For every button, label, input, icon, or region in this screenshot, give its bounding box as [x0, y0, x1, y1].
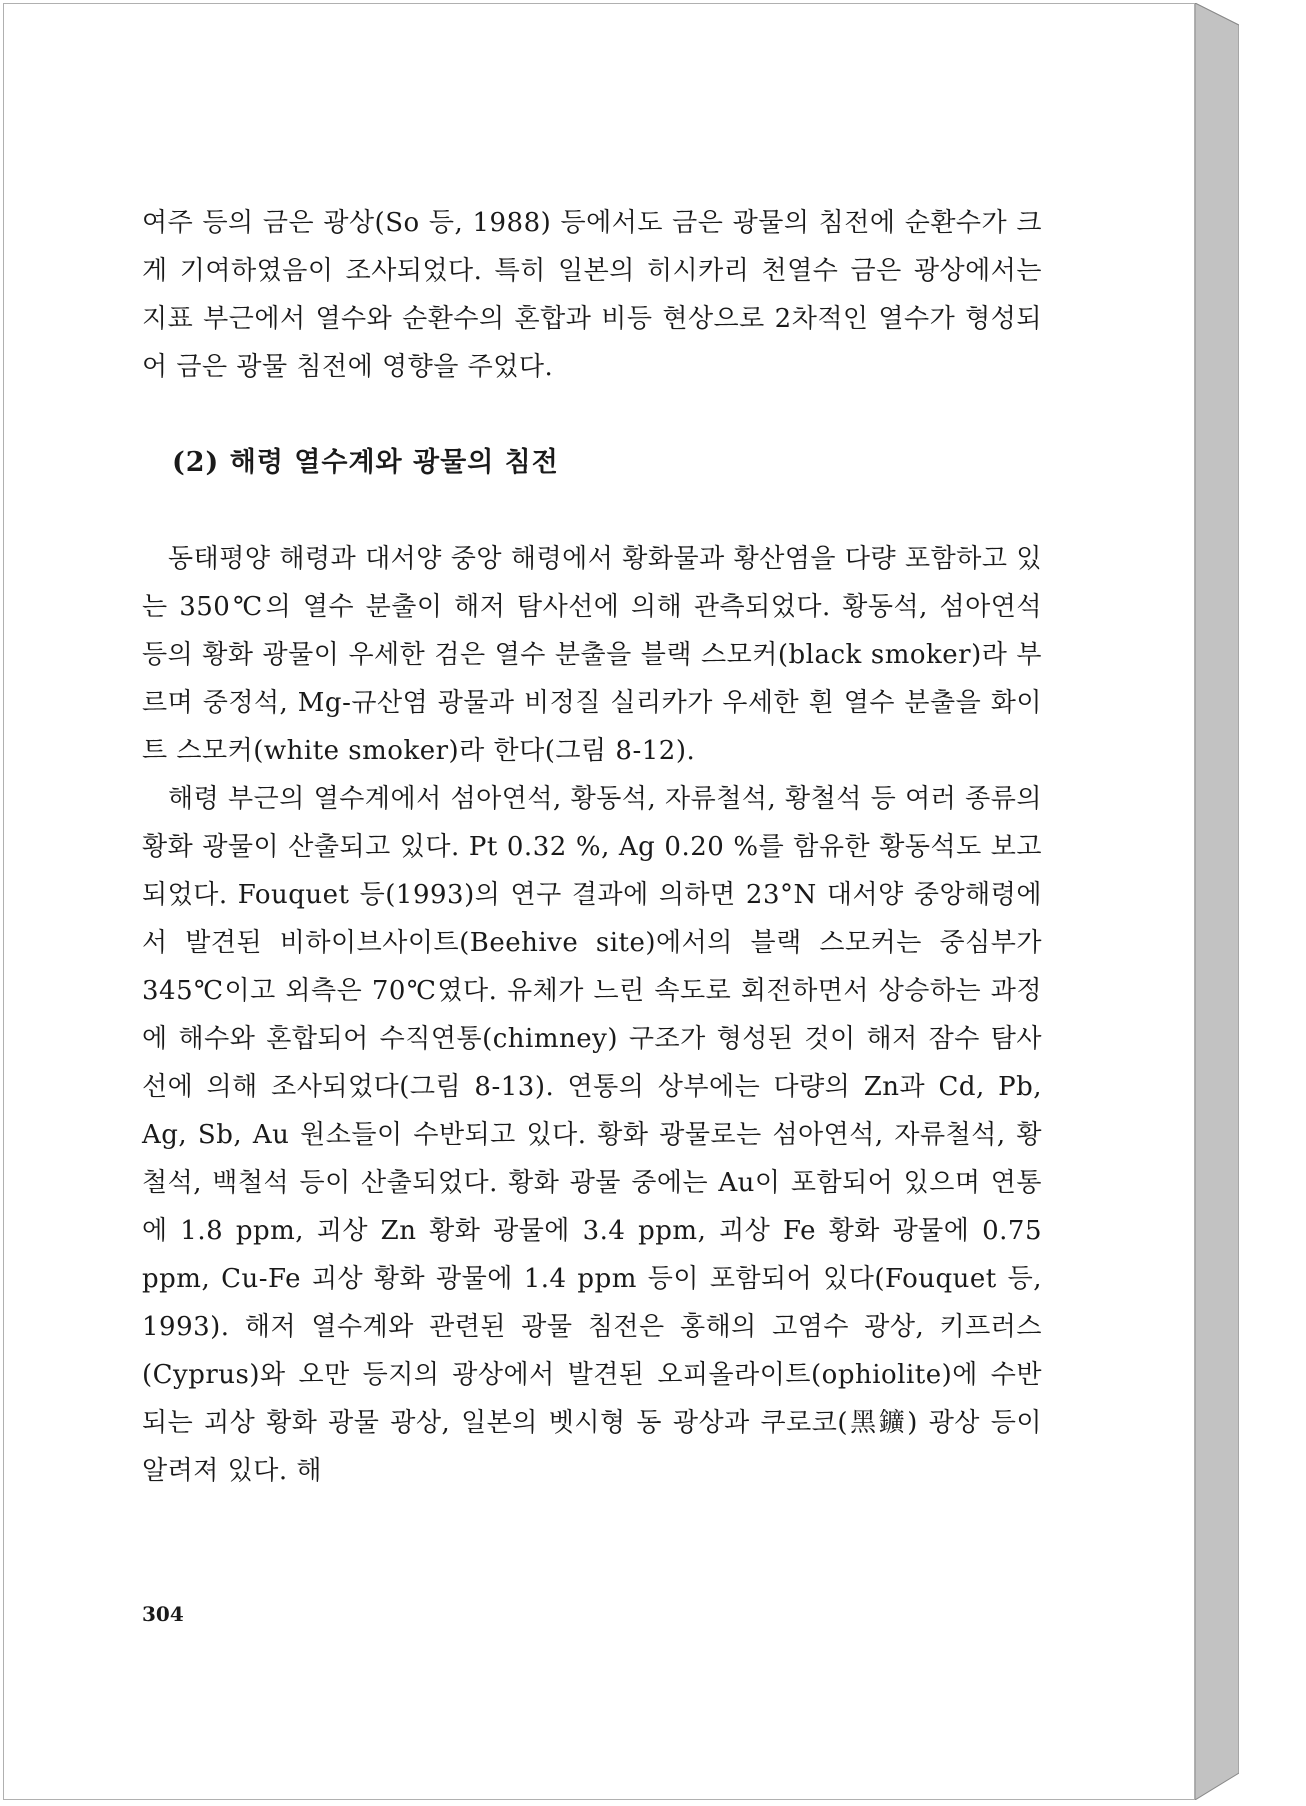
paragraph-continuation: 여주 등의 금은 광상(So 등, 1988) 등에서도 금은 광물의 침전에 순환수가 크게 기여하였음이 조사되었다. 특히 일본의 히시카리 천열수 금은 광상에서는 지표 부근에서 열수와 순환수의 혼합과 비등 현상으로 2차적인 열수가 형성되어 금은 광물 침전에 영향을 주었다.	[142, 208, 1042, 382]
page-body	[142, 199, 1042, 1495]
page-edge-shadow	[1195, 3, 1239, 1800]
paragraph-ridge-minerals: 해령 부근의 열수계에서 섬아연석, 황동석, 자류철석, 황철석 등 여러 종류의 황화 광물이 산출되고 있다. Pt 0.32 %, Ag 0.20 %를 함유한 황동석도 보고되었다. Fouquet 등(1993)의 연구 결과에 의하면 23°N 대서양 중앙해령에서 발견된 비하이브사이트(Beehive site)에서의 블랙 스모커는 중심부가 345℃이고 외측은 70℃였다. 유체가 느린 속도로 회전하면서 상승하는 과정에 해수와 혼합되어 수직연통(chimney) 구조가 형성된 것이 해저 잠수 탐사선에 의해 조사되었다(그림 8-13). 연통의 상부에는 다량의 Zn과 Cd, Pb, Ag, Sb, Au 원소들이 수반되고 있다. 황화 광물로는 섬아연석, 자류철석, 황철석, 백철석 등이 산출되었다. 황화 광물 중에는 Au이 포함되어 있으며 연통에 1.8 ppm, 괴상 Zn 황화 광물에 3.4 ppm, 괴상 Fe 황화 광물에 0.75 ppm, Cu-Fe 괴상 황화 광물에 1.4 ppm 등이 포함되어 있다(Fouquet 등, 1993). 해저 열수계와 관련된 광물 침전은 홍해의 고염수 광상, 키프러스(Cyprus)와 오만 등지의 광상에서 발견된 오피올라이트(ophiolite)에 수반되는 괴상 황화 광물 광상, 일본의 벳시형 동 광상과 쿠로코(黑鑛) 광상 등이 알려져 있다. 해	[142, 784, 1042, 1486]
page-number: 304	[142, 1602, 184, 1626]
book-page	[3, 3, 1195, 1800]
paragraph-smokers: 동태평양 해령과 대서양 중앙 해령에서 황화물과 황산염을 다량 포함하고 있는 350℃의 열수 분출이 해저 탐사선에 의해 관측되었다. 황동석, 섬아연석 등의 황화 광물이 우세한 검은 열수 분출을 블랙 스모커(black smoker)라 부르며 중정석, Mg-규산염 광물과 비정질 실리카가 우세한 흰 열수 분출을 화이트 스모커(white smoker)라 한다(그림 8-12).	[142, 544, 1042, 766]
section-heading: (2) 해령 열수계와 광물의 침전	[172, 447, 559, 478]
spacer	[142, 487, 1042, 535]
spacer	[142, 391, 1042, 439]
